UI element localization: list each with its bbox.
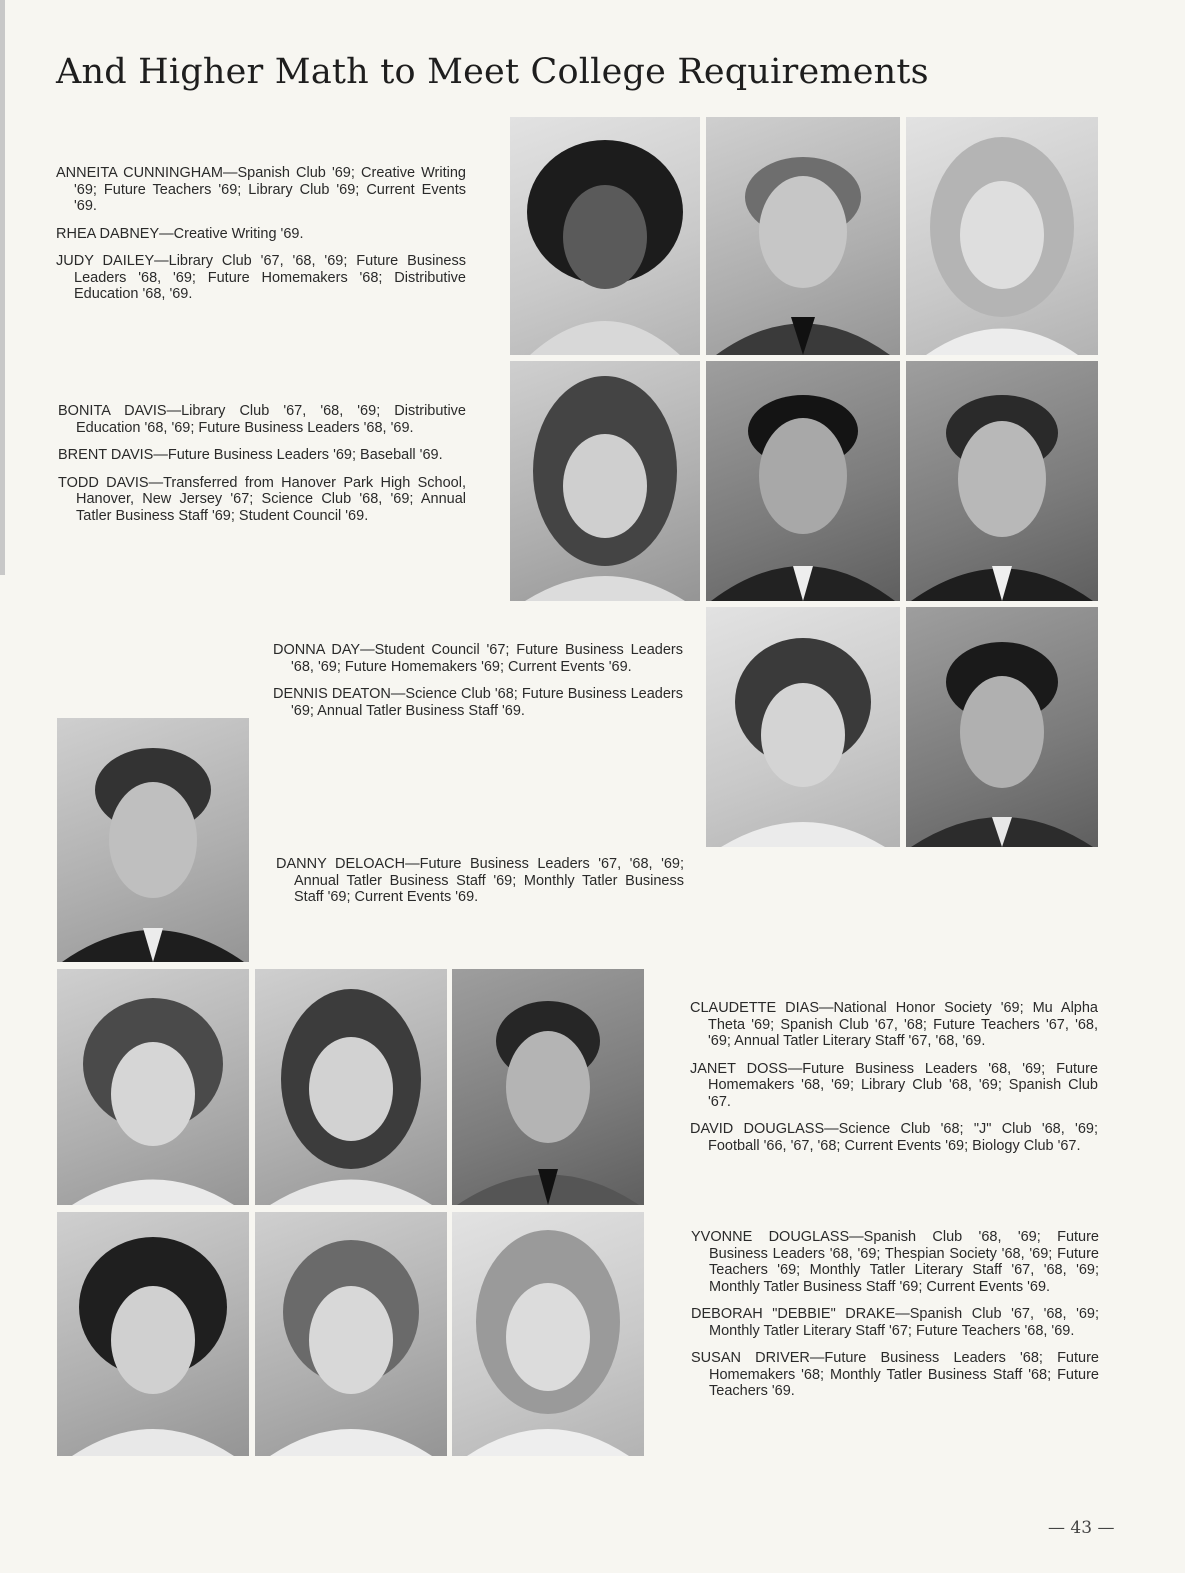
portrait-photo xyxy=(906,361,1098,601)
bio-entry: SUSAN DRIVER—Future Business Leaders '68; Future Homemakers '68; Monthly Tatler Business Staff '68; Future Teachers '69. xyxy=(691,1350,1099,1399)
portrait-photo xyxy=(57,718,249,962)
bio-entry: BRENT DAVIS—Future Business Leaders '69; Baseball '69. xyxy=(58,447,443,463)
bio-entry: DANNY DELOACH—Future Business Leaders '67, '68, '69; Annual Tatler Business Staff '69; Monthly Tatler Business Staff '69; Current Events '69. xyxy=(276,856,684,905)
bio-entry: TODD DAVIS—Transferred from Hanover Park High School, Hanover, New Jersey '67; Science Club '68, '69; Annual Tatler Business Staff '69; Student Council '69. xyxy=(58,474,466,524)
bio-entry: YVONNE DOUGLASS—Spanish Club '68, '69; Future Business Leaders '68, '69; Thespian Society '68, '69; Future Teachers '69; Monthly Tatler Literary Staff '67, '68, '69; Monthly Tatler Business Staff '69; Current Events '69. xyxy=(691,1229,1099,1295)
portrait-photo xyxy=(906,117,1098,355)
portrait-photo xyxy=(57,1212,249,1456)
portrait-photo xyxy=(510,117,700,355)
portrait-photo xyxy=(452,1212,644,1456)
bio-group-middle xyxy=(58,403,466,535)
bio-entry: DONNA DAY—Student Council '67; Future Business Leaders '68, '69; Future Homemakers '69; Current Events '69. xyxy=(273,642,683,675)
portrait-photo xyxy=(255,969,447,1205)
portrait-photo xyxy=(706,607,900,847)
bio-entry: JUDY DAILEY—Library Club '67, '68, '69; Future Business Leaders '68, '69; Future Homemakers '68; Distributive Education '68, '69. xyxy=(56,253,466,302)
bio-group-top xyxy=(56,165,466,314)
page-title: And Higher Math to Meet College Requirements xyxy=(56,52,929,92)
portrait-photo xyxy=(452,969,644,1205)
bio-entry: JANET DOSS—Future Business Leaders '68, '69; Future Homemakers '68, '69; Library Club '68, '69; Spanish Club '67. xyxy=(690,1060,1098,1110)
margin-scan-mark xyxy=(0,0,5,575)
portrait-photo xyxy=(57,969,249,1205)
portrait-photo xyxy=(706,117,900,355)
bio-entry: RHEA DABNEY—Creative Writing '69. xyxy=(56,225,304,242)
bio-entry: DAVID DOUGLASS—Science Club '68; "J" Club '68, '69; Football '66, '67, '68; Current Events '69; Biology Club '67. xyxy=(690,1121,1098,1154)
page-number: — 43 — xyxy=(1048,1518,1115,1538)
bio-entry: CLAUDETTE DIAS—National Honor Society '69; Mu Alpha Theta '69; Spanish Club '67, '68; Future Teachers '67, '68, '69; Annual Tatler Literary Staff '67, '68, '69. xyxy=(690,1000,1098,1049)
portrait-photo xyxy=(255,1212,447,1456)
bio-group-bottom-right xyxy=(691,1229,1099,1411)
bio-entry: DEBORAH "DEBBIE" DRAKE—Spanish Club '67, '68, '69; Monthly Tatler Literary Staff '67; Future Teachers '68, '69. xyxy=(691,1306,1099,1339)
portrait-photo xyxy=(706,361,900,601)
bio-entry: DENNIS DEATON—Science Club '68; Future Business Leaders '69; Annual Tatler Business Staff '69. xyxy=(273,686,684,719)
bio-group-center xyxy=(273,642,683,730)
bio-group-deloach xyxy=(276,856,684,917)
portrait-photo xyxy=(510,361,700,601)
bio-group-lower-right xyxy=(690,1000,1098,1165)
bio-entry: ANNEITA CUNNINGHAM—Spanish Club '69; Creative Writing '69; Future Teachers '69; Library Club '69; Current Events '69. xyxy=(56,165,466,214)
bio-entry: BONITA DAVIS—Library Club '67, '68, '69; Distributive Education '68, '69; Future Business Leaders '68, '69. xyxy=(58,403,466,436)
portrait-photo xyxy=(906,607,1098,847)
